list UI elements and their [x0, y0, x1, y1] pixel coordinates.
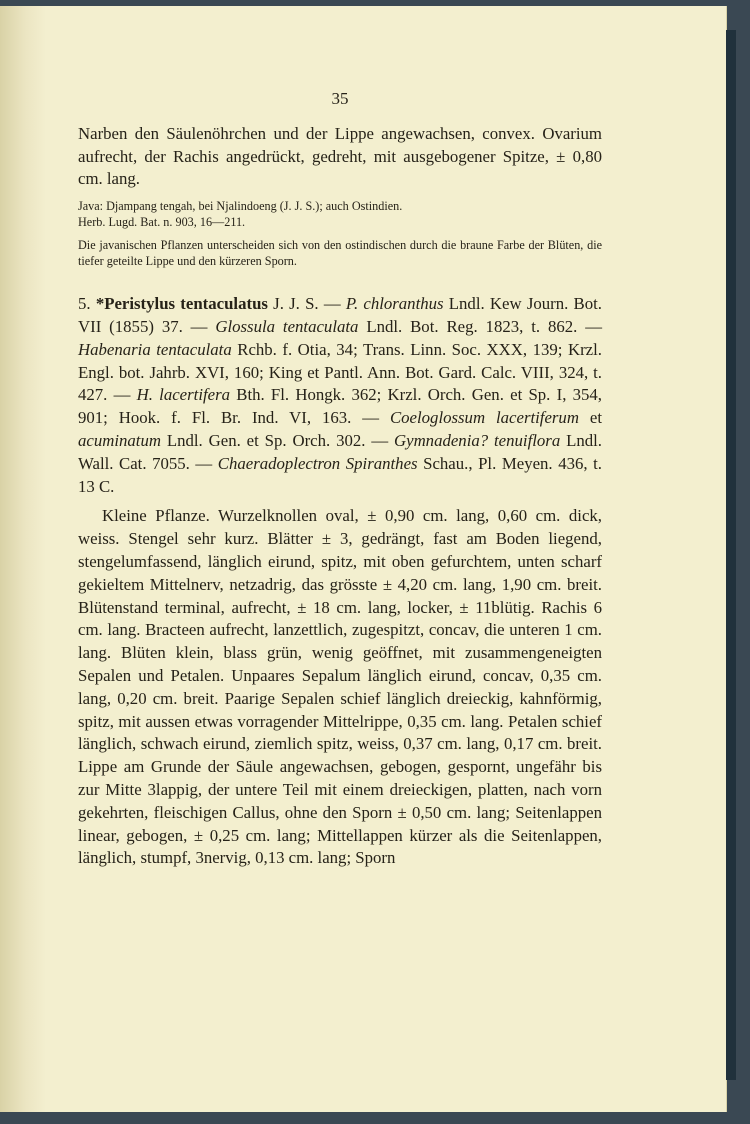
- synonym-name: acuminatum: [78, 430, 161, 450]
- page-edge: [726, 30, 736, 1080]
- synonym-reference: Lndl. Bot. Reg. 1823, t. 862. —: [358, 316, 602, 336]
- synonym-name: Chaeradoplectron Spiranthes: [217, 453, 418, 473]
- intro-paragraph: Narben den Säulenöhrchen und der Lippe angewachsen, convex. Ovarium aufrecht, der Rachis angedrückt, gedreht, mit ausgebogener Spitze, ± 0,80 cm. lang.: [78, 123, 602, 189]
- species-name: *Peristylus tentaculatus: [95, 294, 268, 314]
- species-number: 5.: [78, 294, 91, 314]
- synonym-name: Glossula tentaculata: [215, 316, 359, 336]
- note-paragraph: Die javanischen Pflanzen unterscheiden sich von den ostindischen durch die braune Farbe der Blüten, die tiefer geteilte Lippe und den kürzeren Sporn.: [78, 238, 602, 269]
- species-entry: [78, 293, 602, 498]
- description-paragraph: Kleine Pflanze. Wurzelknollen oval, ± 0,90 cm. lang, 0,60 cm. dick, weiss. Stengel sehr kurz. Blätter ± 3, gedrängt, fast am Boden liegend, stengelumfassend, länglich eirund, spitz, mit oben gefurchtem, unten scharf gekieltem Mittelnerv, netzadrig, das grösste ± 4,20 cm. lang, 1,90 cm. breit. Blütenstand terminal, aufrecht, ± 18 cm. lang, locker, ± 11blütig. Rachis 6 cm. lang. Bracteen aufrecht, lanzettlich, zugespitzt, concav, die unteren 1 cm. lang. Blüten klein, blass grün, wenig geöffnet, mit zusammengeneigten Sepalen und Petalen. Unpaares Sepalum länglich eirund, concav, 0,35 cm. lang, 0,20 cm. breit. Paarige Sepalen schief länglich dreieckig, kahnförmig, spitz, mit aussen etwas vorragender Mittelrippe, 0,35 cm. lang. Petalen schief länglich, schwach eirund, ziemlich spitz, weiss, 0,37 cm. lang, 0,17 cm. breit. Lippe am Grunde der Säule angewachsen, gebogen, gespornt, ungefähr bis zur Mitte 3lappig, der untere Teil mit einem dreieckigen, platten, nach vorn gekehrten, fleischigen Callus, ohne den Sporn ± 0,50 cm. lang; Seitenlappen linear, gebogen, ± 0,25 cm. lang; Mittellappen kürzer als die Seitenlappen, länglich, stumpf, 3nervig, 0,13 cm. lang; Sporn: [78, 506, 602, 868]
- synonym-name: Habenaria tentaculata: [78, 339, 232, 359]
- synonym-reference: Lndl. Gen. et Sp. Orch. 302. —: [160, 430, 394, 450]
- synonym-reference: Rchb. f. Otia, 34; Trans. Linn. Soc. XXX, 139; Krzl. Engl. bot. Jahrb. XVI, 160; King et Pantl. Ann. Bot. Gard. Calc. VIII, 324, t. 427. —: [78, 339, 602, 405]
- page-gutter-shadow: [0, 6, 46, 1112]
- synonym-reference: Lndl. Kew Journ. Bot. VII (1855) 37. —: [78, 294, 602, 336]
- synonym-reference: Lndl. Wall. Cat. 7055. —: [78, 430, 602, 473]
- synonym-name: P. chloranthus: [345, 294, 444, 314]
- page-number: 35: [331, 89, 349, 108]
- page-text: [78, 88, 602, 870]
- locality-line: Java: Djampang tengah, bei Njalindoeng (J. J. S.); auch Ostindien.: [78, 199, 403, 214]
- synonym-connector: et: [578, 408, 602, 428]
- synonym-name: H. lacertifera: [136, 385, 231, 405]
- synonym-name: Gymnadenia? tenuiflora: [394, 430, 561, 450]
- synonym-reference: Schau., Pl. Meyen. 436, t. 13 C.: [78, 453, 602, 496]
- species-author: J. J. S. —: [267, 294, 346, 314]
- synonym-reference: Bth. Fl. Hongk. 362; Krzl. Orch. Gen. et Sp. I, 354, 901; Hook. f. Fl. Br. Ind. VI, 163. —: [78, 385, 602, 428]
- synonym-name: Coeloglossum lacertiferum: [389, 408, 579, 428]
- locality-block: [78, 198, 602, 230]
- herbarium-line: Herb. Lugd. Bat. n. 903, 16—211.: [78, 215, 246, 230]
